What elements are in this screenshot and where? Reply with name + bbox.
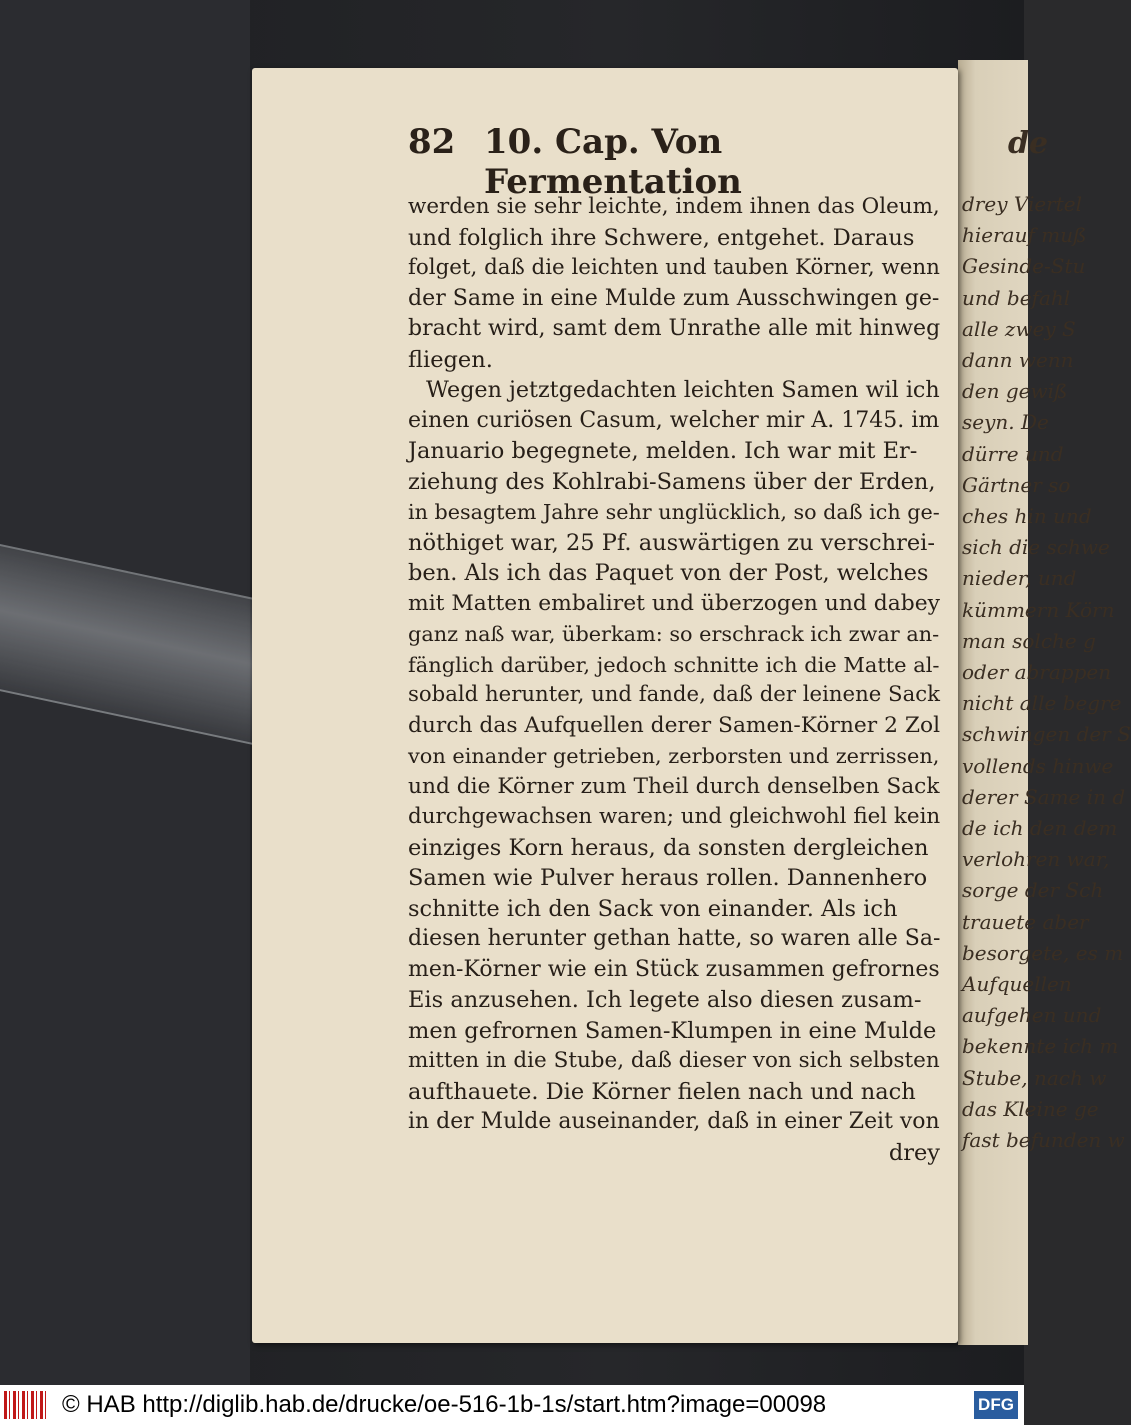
text-line: ganz naß war, überkam: so erschrack ich zwar an- xyxy=(408,622,940,646)
text-line: mit Matten embaliret und überzogen und dabey xyxy=(408,590,941,616)
next-page-fragment: seyn. De xyxy=(962,410,1049,435)
catchword: drey xyxy=(888,1139,940,1166)
next-page-fragment: drey Viertel xyxy=(962,192,1083,216)
next-page-fragment: bekennte ich m xyxy=(962,1034,1119,1059)
text-line: in der Mulde auseinander, daß in einer Zeit von xyxy=(408,1109,940,1134)
next-page-fragment: trauete aber xyxy=(962,909,1089,934)
text-line: und die Körner zum Theil durch denselben Sack xyxy=(408,773,940,799)
next-page-fragment: besorgete, es m xyxy=(962,940,1124,965)
running-title: 10. Cap. Von Fermentation xyxy=(484,122,742,202)
next-page-fragment: man solche g xyxy=(962,628,1096,653)
next-page-fragment: dann wenn xyxy=(962,348,1074,372)
footer-bar xyxy=(0,1385,1024,1425)
next-page-fragment: verlohren war, xyxy=(962,847,1110,872)
text-line: fliegen. xyxy=(408,346,493,373)
next-page-fragment: sorge der Sch xyxy=(962,878,1104,903)
next-page-fragment: Stube, nach w xyxy=(962,1065,1107,1090)
hab-logo-icon xyxy=(4,1391,48,1419)
text-line: ben. Als ich das Paquet von der Post, welches xyxy=(408,560,929,586)
text-line: der Same in eine Mulde zum Ausschwingen ge- xyxy=(408,285,940,311)
body-text xyxy=(408,192,940,1168)
next-page-fragment: dürre und xyxy=(962,441,1064,466)
text-line: men gefrornen Samen-Klumpen in eine Mulde xyxy=(408,1017,937,1044)
text-line: von einander getrieben, zerborsten und zerrissen, xyxy=(408,744,940,768)
next-page-fragment: kümmern Körn xyxy=(962,597,1115,622)
text-line: nöthiget war, 25 Pf. auswärtigen zu verschrei- xyxy=(408,529,935,556)
next-page-fragment: nieder, und xyxy=(962,566,1077,591)
page-number: 82 xyxy=(408,122,456,162)
next-page-fragment: schwingen der S xyxy=(962,722,1131,747)
text-line: durchgewachsen waren; und gleichwohl fiel kein xyxy=(408,804,941,829)
text-line: und folglich ihre Schwere, entgehet. Daraus xyxy=(408,224,915,251)
next-page-fragment: den gewiß xyxy=(962,379,1068,404)
text-line: aufthauete. Die Körner fielen nach und nach xyxy=(408,1078,916,1105)
text-line: bracht wird, samt dem Unrathe alle mit hinweg xyxy=(408,316,941,341)
text-line: folget, daß die leichten und tauben Körner, wenn xyxy=(408,255,940,280)
next-page-fragment: derer Same in d xyxy=(962,784,1126,809)
next-page-fragment: alle zwey S xyxy=(962,316,1076,341)
next-page-fragment: Aufquellen xyxy=(962,972,1072,996)
text-line: Wegen jetztgedachten leichten Samen wil ich xyxy=(426,377,940,403)
next-page-fragment: das Kleine ge xyxy=(962,1096,1099,1121)
next-page-fragment: oder abrappen xyxy=(962,660,1112,684)
text-line: fänglich darüber, jedoch schnitte ich die Matte al- xyxy=(408,652,940,677)
text-line: diesen herunter gethan hatte, so waren alle Sa- xyxy=(408,926,941,951)
text-line: Januario begegnete, melden. Ich war mit Er- xyxy=(408,438,918,464)
next-page-fragment: de xyxy=(1008,126,1049,161)
text-line: durch das Aufquellen derer Samen-Körner 2 Zol xyxy=(408,712,941,738)
text-line: men-Körner wie ein Stück zusammen gefrornes xyxy=(408,956,940,982)
next-page-fragment: nicht alle begre xyxy=(962,691,1122,716)
next-page-fragment: aufgehen und xyxy=(962,1003,1102,1028)
next-page-fragment: vollends hinwe xyxy=(962,753,1114,778)
text-line: schnitte ich den Sack von einander. Als ich xyxy=(408,895,898,922)
next-page-fragment: hierauf muß xyxy=(962,223,1087,248)
next-page-fragment: ches hin und xyxy=(962,504,1092,528)
next-page-fragment: und befahl xyxy=(962,285,1071,310)
next-page-fragment: sich die schwe xyxy=(962,535,1110,560)
text-line: mitten in die Stube, daß dieser von sich selbsten xyxy=(408,1048,940,1073)
text-line: in besagtem Jahre sehr unglücklich, so daß ich ge- xyxy=(408,500,940,524)
text-line: werden sie sehr leichte, indem ihnen das Oleum, xyxy=(408,194,940,219)
footer-credit[interactable]: © HAB http://diglib.hab.de/drucke/oe-516-1b-1s/start.htm?image=00098 xyxy=(62,1391,827,1418)
next-page-fragment: fast befunden w xyxy=(962,1128,1125,1152)
text-line: Samen wie Pulver heraus rollen. Dannenhero xyxy=(408,865,928,891)
next-page-fragment: Gärtner so xyxy=(962,472,1071,497)
next-page-fragment: de ich den dem xyxy=(962,816,1118,840)
text-line: einziges Korn heraus, da sonsten dergleichen xyxy=(408,834,929,861)
text-line: Eis anzusehen. Ich legete also diesen zusam- xyxy=(408,987,922,1013)
next-page-edge xyxy=(958,60,1131,1345)
dfg-logo-icon: DFG xyxy=(974,1391,1018,1419)
text-line: einen curiösen Casum, welcher mir A. 1745. im xyxy=(408,407,940,433)
next-page-fragment: Gesinde-Stu xyxy=(962,254,1086,279)
text-line: sobald herunter, und fande, daß der leinene Sack xyxy=(408,682,940,707)
text-line: ziehung des Kohlrabi-Samens über der Erden, xyxy=(408,468,936,495)
running-header xyxy=(408,122,938,202)
